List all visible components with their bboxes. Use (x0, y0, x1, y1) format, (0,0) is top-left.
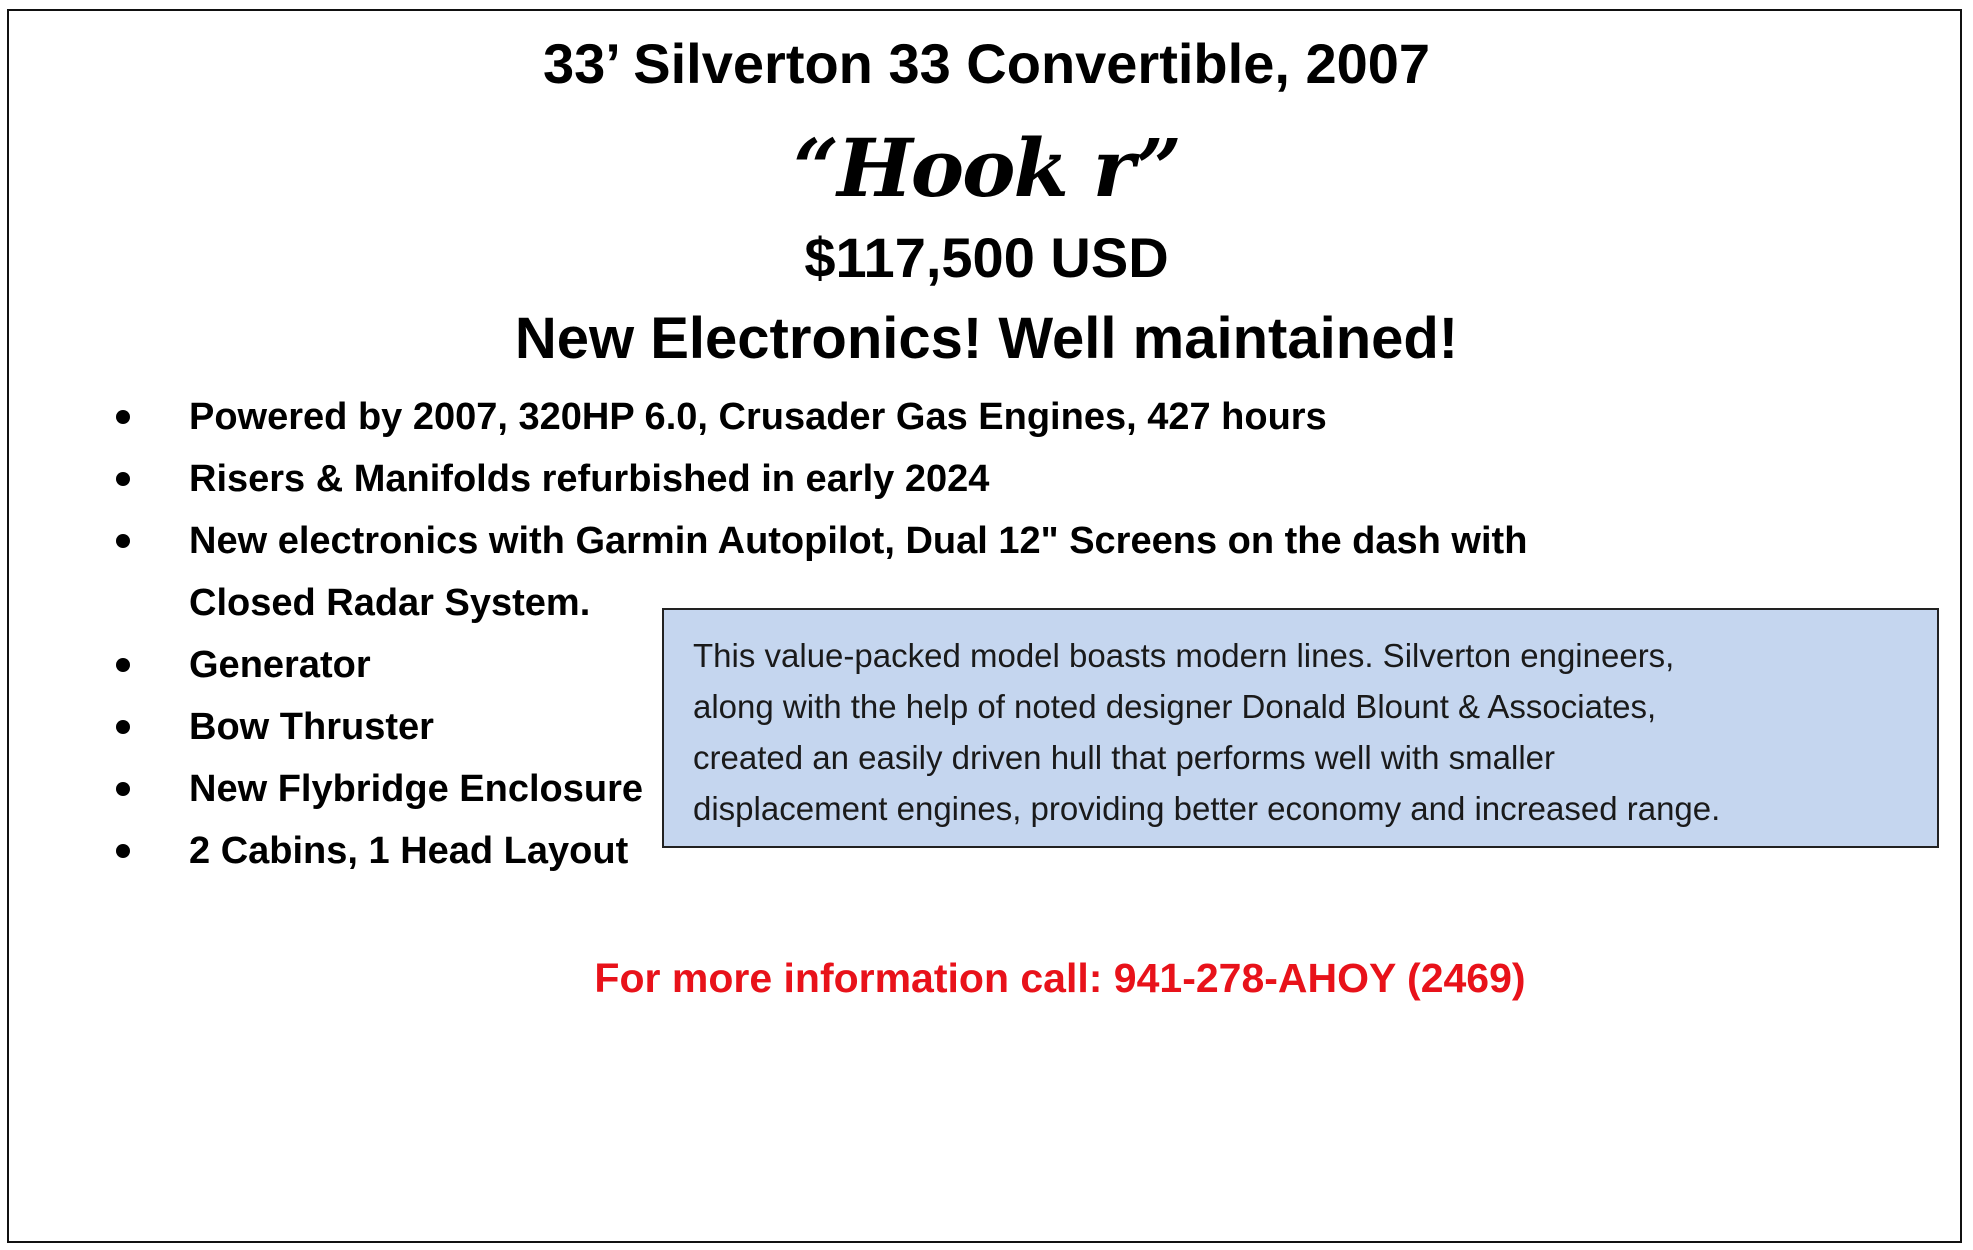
description-line: along with the help of noted designer Donald Blount & Associates, (693, 688, 1657, 725)
feature-text-continued: Closed Radar System. (189, 582, 591, 624)
bullet-icon (116, 844, 130, 858)
bullet-icon (116, 534, 130, 548)
feature-text: New electronics with Garmin Autopilot, Dual 12" Screens on the dash with (189, 520, 1528, 562)
feature-item (110, 386, 1810, 448)
bullet-icon (116, 658, 130, 672)
feature-text: 2 Cabins, 1 Head Layout (189, 830, 629, 872)
bullet-icon (116, 720, 130, 734)
bullet-icon (116, 472, 130, 486)
description-line: This value-packed model boasts modern lines. Silverton engineers, (693, 637, 1675, 674)
feature-text: Risers & Manifolds refurbished in early 2024 (189, 458, 990, 500)
description-line: created an easily driven hull that performs well with smaller (693, 739, 1556, 776)
listing-headline: New Electronics! Well maintained! (514, 306, 1459, 371)
listing-price: $117,500 USD (804, 226, 1169, 289)
feature-text: Generator (189, 644, 371, 686)
feature-item (110, 448, 1810, 510)
bullet-icon (116, 410, 130, 424)
contact-info: For more information call: 941-278-AHOY (2469) (594, 955, 1526, 1001)
bullet-icon (116, 782, 130, 796)
feature-text: Bow Thruster (189, 706, 434, 748)
feature-text: Powered by 2007, 320HP 6.0, Crusader Gas Engines, 427 hours (189, 396, 1327, 438)
description-box (662, 608, 1939, 848)
description-line: displacement engines, providing better economy and increased range. (693, 790, 1721, 827)
boat-name: “Hook r” (793, 121, 1180, 215)
feature-text: New Flybridge Enclosure (189, 768, 643, 810)
listing-title: 33’ Silverton 33 Convertible, 2007 (542, 32, 1431, 95)
